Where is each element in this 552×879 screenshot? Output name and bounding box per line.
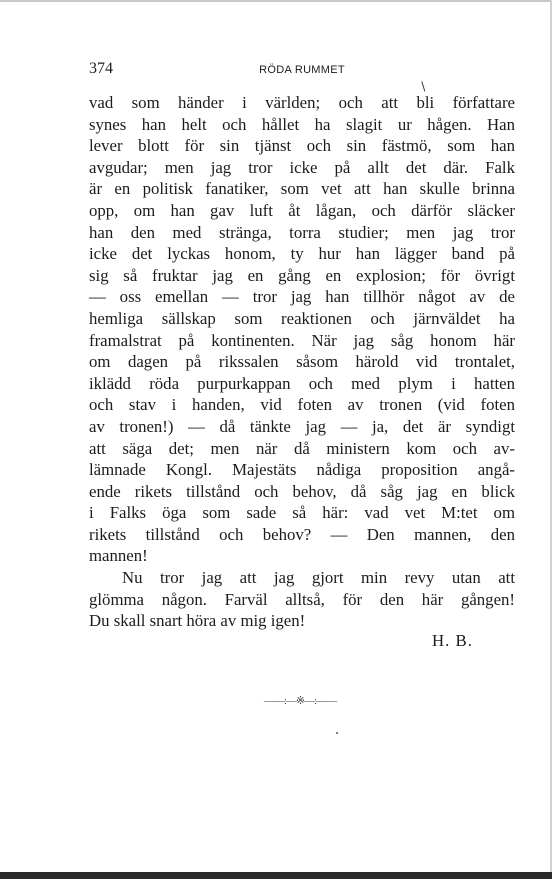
page-edge-bottom xyxy=(0,872,552,879)
text-line: av tronen!) — då tänkte jag — ja, det är syndigt xyxy=(89,416,515,436)
text-line: ende rikets tillstånd och behov, då såg jag en blick xyxy=(89,481,515,501)
signature: H. B. xyxy=(432,631,473,650)
page-edge-top xyxy=(0,0,552,2)
text-line: synes han helt och hållet ha slagit ur hågen. Han xyxy=(89,114,515,134)
text-line: lever blott för sin tjänst och sin fästmö, som han xyxy=(89,136,515,156)
page-header xyxy=(89,60,515,94)
text-line: rikets tillstånd och behov? — Den mannen, den xyxy=(89,524,515,544)
page-number: 374 xyxy=(89,60,113,77)
stray-mark: ∖ xyxy=(419,80,427,94)
text-line: i Falks öga som sade så här: vad vet M:tet om xyxy=(89,503,515,523)
text-line: opp, om han gav luft åt lågan, och därför släcker xyxy=(89,200,515,220)
text-line: — oss emellan — tror jag han tillhör något av de xyxy=(89,287,515,307)
text-line: icke det lyckas honom, ty hur han lägger band på xyxy=(89,244,515,264)
text-line: är en politisk fanatiker, som vet att han skulle brinna xyxy=(89,179,515,199)
text-line: avgudar; men jag tror icke på allt det där. Falk xyxy=(89,157,515,177)
ornament-divider: ——:—※—:—— xyxy=(263,695,337,707)
text-line: sig så fruktar jag en gång en explosion; för övrigt xyxy=(89,265,515,285)
text-line: Du skall snart höra av mig igen! xyxy=(89,611,306,631)
text-line: vad som händer i världen; och att bli författare xyxy=(89,93,515,112)
running-head: RÖDA RUMMET xyxy=(259,64,345,76)
text-line: mannen! xyxy=(89,546,148,566)
text-line: lämnade Kongl. Majestäts nådiga proposition angå- xyxy=(89,460,515,480)
stray-dot xyxy=(336,732,338,734)
text-line: Nu tror jag att jag gjort min revy utan att xyxy=(122,568,515,588)
body-text xyxy=(89,92,515,632)
text-line: hemliga sällskap som reaktionen och järnväldet ha xyxy=(89,308,515,328)
text-line: han den med stränga, torra studier; men jag tror xyxy=(89,222,515,242)
text-line: att säga det; men när då ministern kom och av- xyxy=(89,438,515,458)
text-line: glömma någon. Farväl alltså, för den här gången! xyxy=(89,589,515,609)
text-line: om dagen på rikssalen såsom härold vid trontalet, xyxy=(89,352,515,372)
text-line: iklädd röda purpurkappan och med plym i hatten xyxy=(89,373,515,393)
text-line: och stav i handen, vid foten av tronen (vid foten xyxy=(89,395,515,415)
text-line: framalstrat på kontinenten. När jag såg honom här xyxy=(89,330,515,350)
